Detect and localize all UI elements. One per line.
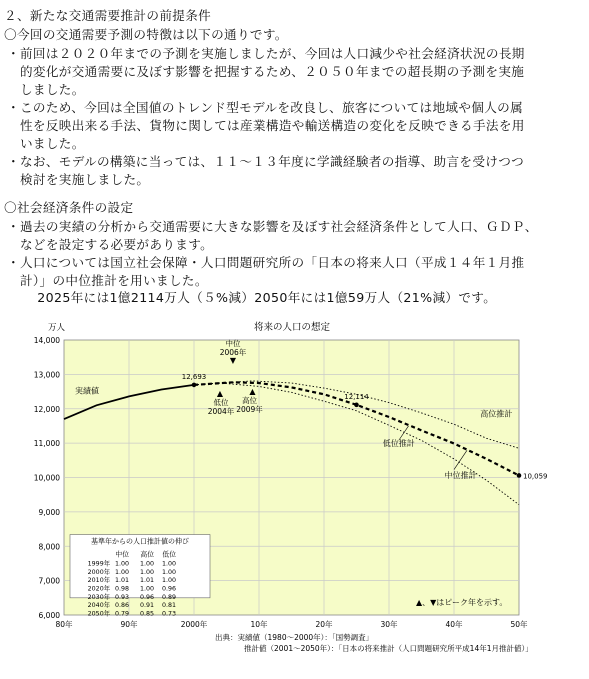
- data-point: [192, 383, 197, 388]
- peak-label: 高位: [242, 395, 257, 405]
- peak-label: 低位: [213, 397, 229, 407]
- inset-table-cell: 2000年: [87, 568, 110, 576]
- x-tick-label: 10年: [250, 620, 268, 629]
- population-chart: [0, 318, 589, 675]
- y-tick-label: 13,000: [33, 370, 60, 380]
- series-label: 中位推計: [444, 471, 477, 481]
- conditions-line: 2025年には1億2114万人（５%減）2050年には1億59万人（21%減）です。: [7, 290, 497, 305]
- peak-marker: ▲: [249, 386, 256, 396]
- inset-table-cell: 1.00: [139, 568, 154, 576]
- inset-table-cell: 2010年: [87, 577, 110, 585]
- peak-marker: ▲: [216, 388, 224, 398]
- inset-table-cell: 0.79: [114, 610, 129, 618]
- inset-table-cell: 1.00: [161, 560, 176, 568]
- inset-table-cell: 1.01: [139, 577, 154, 585]
- inset-table-cell: 0.98: [114, 585, 129, 593]
- peak-label: 2009年: [236, 404, 263, 414]
- features-line: 性を反映出来る手法、貨物に関しては産業構造や輸送構造の変化を反映できる手法を用: [7, 118, 525, 133]
- inset-table-cell: 2030年: [87, 593, 110, 601]
- peak-label: 2004年: [207, 406, 235, 416]
- features-line: いました。: [7, 136, 85, 151]
- inset-table-header: 中位: [115, 550, 129, 559]
- y-tick-label: 9,000: [38, 507, 60, 517]
- inset-table-cell: 0.91: [139, 602, 154, 610]
- inset-table-cell: 1.00: [161, 568, 176, 576]
- conditions-line: 計）」の中位推計を用いました。: [7, 273, 208, 288]
- x-tick-label: 2000年: [180, 620, 208, 629]
- peak-marker: ▼: [229, 356, 237, 365]
- conditions-line: ・人口については国立社会保障・人口問題研究所の「日本の将来人口（平成１４年１月推: [7, 255, 525, 270]
- chart-svg: [0, 318, 589, 675]
- features-line: ・このため、今回は全国値のトレンド型モデルを改良し、旅客については地域や個人の属: [7, 100, 524, 115]
- series-label: 高位推計: [480, 409, 513, 419]
- peak-label: 2006年: [219, 348, 247, 357]
- inset-table-cell: 0.89: [161, 593, 176, 601]
- features-line: しました。: [7, 82, 85, 97]
- y-tick-label: 14,000: [33, 336, 60, 345]
- x-tick-label: 40年: [445, 620, 463, 629]
- y-tick-label: 8,000: [38, 542, 60, 552]
- chart-title: 将来の人口の想定: [253, 322, 331, 333]
- peak-label: 中位: [225, 339, 241, 348]
- x-tick-label: 30年: [380, 620, 398, 629]
- inset-table-cell: 2040年: [87, 602, 110, 610]
- y-tick-label: 11,000: [33, 439, 60, 449]
- conditions-heading: 〇社会経済条件の設定: [4, 200, 134, 215]
- data-label: 12,693: [181, 372, 207, 381]
- inset-table-cell: 1999年: [87, 560, 110, 568]
- features-line: ・前回は２０２０年までの予測を実施しましたが、今回は人口減少や社会経済状況の長期: [7, 46, 525, 61]
- inset-table-cell: 1.00: [114, 568, 129, 576]
- features-line: 検討を実施しました。: [7, 172, 150, 187]
- inset-table-cell: 1.00: [161, 577, 176, 585]
- inset-table-cell: 1.00: [139, 585, 154, 593]
- inset-table-cell: 2020年: [87, 585, 110, 593]
- inset-table-header: 低位: [162, 550, 176, 559]
- data-point: [517, 473, 522, 478]
- inset-table-cell: 1.01: [114, 577, 129, 585]
- data-label: 10,059: [523, 472, 548, 481]
- x-tick-label: 80年: [55, 620, 73, 629]
- inset-table-cell: 0.93: [114, 593, 129, 601]
- y-tick-label: 10,000: [33, 473, 60, 483]
- section-title: ２、新たな交通需要推計の前提条件: [4, 8, 212, 23]
- features-line: ・なお、モデルの構築に当っては、１１～１３年度に学識経験者の指導、助言を受けつつ: [7, 154, 525, 169]
- y-tick-label: 7,000: [38, 576, 60, 586]
- inset-table-cell: 0.85: [139, 610, 154, 618]
- inset-table-header: 高位: [140, 550, 154, 559]
- y-tick-label: 12,000: [33, 404, 60, 414]
- series-label: 低位推計: [382, 439, 415, 449]
- inset-table-title: 基準年からの人口推計値の伸び: [91, 537, 189, 546]
- x-tick-label: 20年: [315, 620, 333, 629]
- features-heading: 〇今回の交通需要予測の特徴は以下の通りです。: [4, 27, 288, 42]
- inset-table-cell: 2050年: [87, 610, 110, 618]
- x-tick-label: 90年: [120, 620, 138, 629]
- inset-table-cell: 0.96: [161, 585, 176, 593]
- source-line: 出典：実績値（1980～2000年）：「国勢調査」: [215, 633, 374, 642]
- features-line: 的変化が交通需要に及ぼす影響を把握するため、２０５０年までの超長期の予測を実施: [7, 64, 525, 79]
- conditions-line: などを設定する必要があります。: [7, 237, 214, 252]
- y-axis-unit: 万人: [48, 323, 66, 333]
- inset-table-cell: 0.73: [161, 610, 176, 618]
- peak-note: ▲、▼はピーク年を示す。: [416, 598, 508, 607]
- data-point: [354, 403, 359, 408]
- source-line: 推計値（2001～2050年）：「日本の将来推計（人口問題研究所平成14年1月推計値）」: [244, 644, 533, 653]
- x-tick-label: 50年: [510, 620, 528, 629]
- conditions-line: ・過去の実績の分析から交通需要に大きな影響を及ぼす社会経済条件として人口、ＧＤＰ、: [7, 219, 538, 234]
- inset-table-cell: 0.86: [114, 602, 129, 610]
- series-label: 実績値: [75, 386, 99, 396]
- inset-table-cell: 1.00: [114, 560, 129, 568]
- inset-table-cell: 1.00: [139, 560, 154, 568]
- data-label: 12,114: [344, 392, 369, 401]
- inset-table-cell: 0.96: [139, 593, 154, 601]
- y-tick-label: 6,000: [38, 611, 60, 620]
- inset-table-cell: 0.81: [161, 602, 176, 610]
